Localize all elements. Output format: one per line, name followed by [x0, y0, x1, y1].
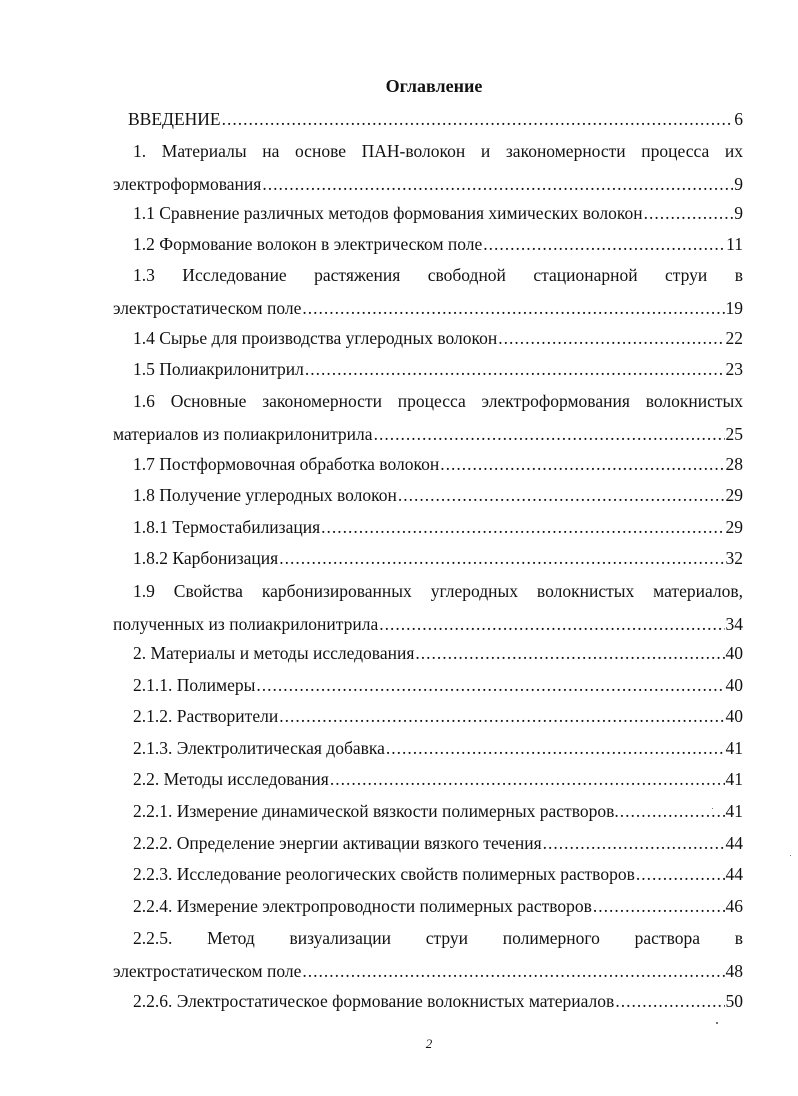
toc-entry-page: 46 [725, 896, 743, 916]
toc-leader-dots [374, 419, 725, 450]
toc-entry-title: 2.1.3. Электролитическая добавка [133, 738, 385, 758]
toc-entry-1-2[interactable] [133, 229, 743, 260]
toc-entry-title: 1.7 Постформовочная обработка волокон [133, 454, 440, 474]
toc-entry-page: 23 [725, 359, 743, 379]
toc-entry-title: 2.1.1. Полимеры [133, 675, 256, 695]
toc-entry-2-2[interactable] [133, 764, 743, 795]
toc-entry-page: 22 [725, 328, 743, 348]
scan-speck [716, 1022, 718, 1024]
toc-leader-dots [620, 796, 725, 827]
toc-entry-title: 1.5 Полиакрилонитрил [133, 359, 304, 379]
toc-entry-title: 2. Материалы и методы исследования [133, 643, 415, 663]
toc-entry-title: 2.2.6. Электростатическое формование волокнистых материалов [133, 991, 615, 1011]
toc-entry-title: материалов из полиакрилонитрила [113, 424, 373, 444]
toc-leader-dots [498, 323, 724, 354]
toc-entry-page: 50 [725, 991, 743, 1011]
toc-leader-dots [440, 449, 724, 480]
page-number: 2 [425, 1036, 433, 1051]
toc-leader-dots [302, 956, 724, 987]
toc-entry-lead: 1.6 Основные закономерности процесса электроформования волокнистых [133, 391, 743, 411]
toc-entry-page: 9 [734, 174, 743, 194]
toc-leader-dots [386, 733, 725, 764]
toc-leader-dots [321, 512, 724, 543]
toc-entry-title: 2.2.2. Определение энергии активации вязкого течения [133, 833, 542, 853]
toc-entry-page: 29 [725, 517, 743, 537]
toc-entry-1-8-2[interactable] [133, 543, 743, 574]
toc-leader-dots [222, 104, 734, 135]
toc-entry-lead: 1.9 Свойства карбонизированных углеродных волокнистых материалов, [133, 581, 743, 601]
toc-leader-dots [262, 169, 733, 200]
toc-entry-2-2-4[interactable] [133, 891, 743, 922]
toc-leader-dots [256, 670, 724, 701]
toc-entry-page: 9 [734, 203, 743, 223]
toc-entry-page: 41 [725, 738, 743, 758]
toc-entry-chapter-1[interactable] [113, 136, 743, 200]
toc-entry-2-2-1[interactable] [133, 796, 743, 827]
toc-entry-page: 19 [725, 298, 743, 318]
toc-entry-1-5[interactable] [133, 354, 743, 385]
toc-entry-page: 6 [734, 109, 743, 129]
toc-leader-dots [615, 986, 724, 1017]
toc-entry-chapter-2[interactable] [133, 638, 743, 669]
toc-entry-title: электроформования [113, 174, 262, 194]
toc-entry-title: полученных из полиакрилонитрила [113, 614, 379, 634]
toc-leader-dots [279, 543, 724, 574]
toc-leader-dots [279, 701, 724, 732]
toc-entry-2-2-3[interactable] [133, 859, 743, 890]
toc-entry-title: электростатическом поле [113, 298, 302, 318]
toc-entry-lead: 2.2.5. Метод визуализации струи полимерного раствора в [133, 928, 743, 948]
scan-speck [712, 808, 713, 809]
toc-entry-lead: 1. Материалы на основе ПАН-волокон и закономерности процесса их [133, 141, 743, 161]
toc-entry-page: 48 [725, 961, 743, 981]
toc-entry-title: 2.2.1. Измерение динамической вязкости полимерных растворов. [133, 801, 619, 821]
toc-entry-title: ВВЕДЕНИЕ [128, 109, 221, 129]
toc-entry-2-1-2[interactable] [133, 701, 743, 732]
toc-entry-2-2-2[interactable] [133, 828, 743, 859]
toc-entry-page: 34 [725, 614, 743, 634]
toc-entry-page: 32 [725, 548, 743, 568]
toc-entry-1-7[interactable] [133, 449, 743, 480]
toc-entry-title: электростатическом поле [113, 961, 302, 981]
toc-entry-title: 2.2.4. Измерение электропроводности полимерных растворов [133, 896, 592, 916]
toc-leader-dots [330, 764, 725, 795]
toc-entry-1-8[interactable] [133, 480, 743, 511]
toc-entry-title: 2.1.2. Растворители [133, 706, 279, 726]
toc-leader-dots [305, 354, 725, 385]
toc-leader-dots [593, 891, 725, 922]
toc-entry-page: 40 [725, 675, 743, 695]
toc-entry-1-8-1[interactable] [133, 512, 743, 543]
toc-entry-page: 44 [725, 864, 743, 884]
toc-entry-page: 41 [725, 801, 743, 821]
toc-entry-introduction[interactable] [128, 104, 743, 135]
toc-entry-1-9[interactable] [113, 576, 743, 640]
toc-entry-2-2-5[interactable] [113, 923, 743, 987]
toc-entry-title: 1.8 Получение углеродных волокон [133, 485, 397, 505]
toc-entry-page: 41 [725, 769, 743, 789]
toc-leader-dots [398, 480, 725, 511]
toc-leader-dots [379, 609, 724, 640]
toc-entry-1-4[interactable] [133, 323, 743, 354]
toc-entry-1-3[interactable] [113, 260, 743, 324]
toc-entry-page: 29 [725, 485, 743, 505]
toc-leader-dots [636, 859, 725, 890]
toc-entry-page: 40 [725, 706, 743, 726]
toc-entry-title: 1.8.2 Карбонизация [133, 548, 279, 568]
toc-leader-dots [483, 229, 725, 260]
toc-entry-title: 2.2.3. Исследование реологических свойств полимерных растворов [133, 864, 635, 884]
toc-leader-dots [415, 638, 724, 669]
toc-entry-1-6[interactable] [113, 386, 743, 450]
toc-entry-1-1[interactable] [133, 198, 743, 229]
toc-entry-title: 1.4 Сырье для производства углеродных волокон [133, 328, 498, 348]
toc-entry-title: 1.2 Формование волокон в электрическом поле [133, 234, 483, 254]
toc-entry-title: 1.1 Сравнение различных методов формования химических волокон [133, 203, 643, 223]
toc-entry-page: 28 [725, 454, 743, 474]
toc-leader-dots [302, 293, 724, 324]
toc-leader-dots [644, 198, 734, 229]
toc-heading: Оглавление [385, 76, 483, 96]
toc-leader-dots [543, 828, 725, 859]
toc-entry-page: 25 [725, 424, 743, 444]
toc-entry-2-2-6[interactable] [133, 986, 743, 1017]
toc-entry-page: 44 [725, 833, 743, 853]
toc-entry-2-1-1[interactable] [133, 670, 743, 701]
scan-speck [790, 855, 791, 856]
toc-entry-2-1-3[interactable] [133, 733, 743, 764]
toc-entry-page: 40 [725, 643, 743, 663]
toc-entry-title: 2.2. Методы исследования [133, 769, 329, 789]
toc-entry-page: 11 [726, 234, 743, 254]
toc-entry-title: 1.8.1 Термостабилизация [133, 517, 321, 537]
toc-entry-lead: 1.3 Исследование растяжения свободной стационарной струи в [133, 265, 743, 285]
